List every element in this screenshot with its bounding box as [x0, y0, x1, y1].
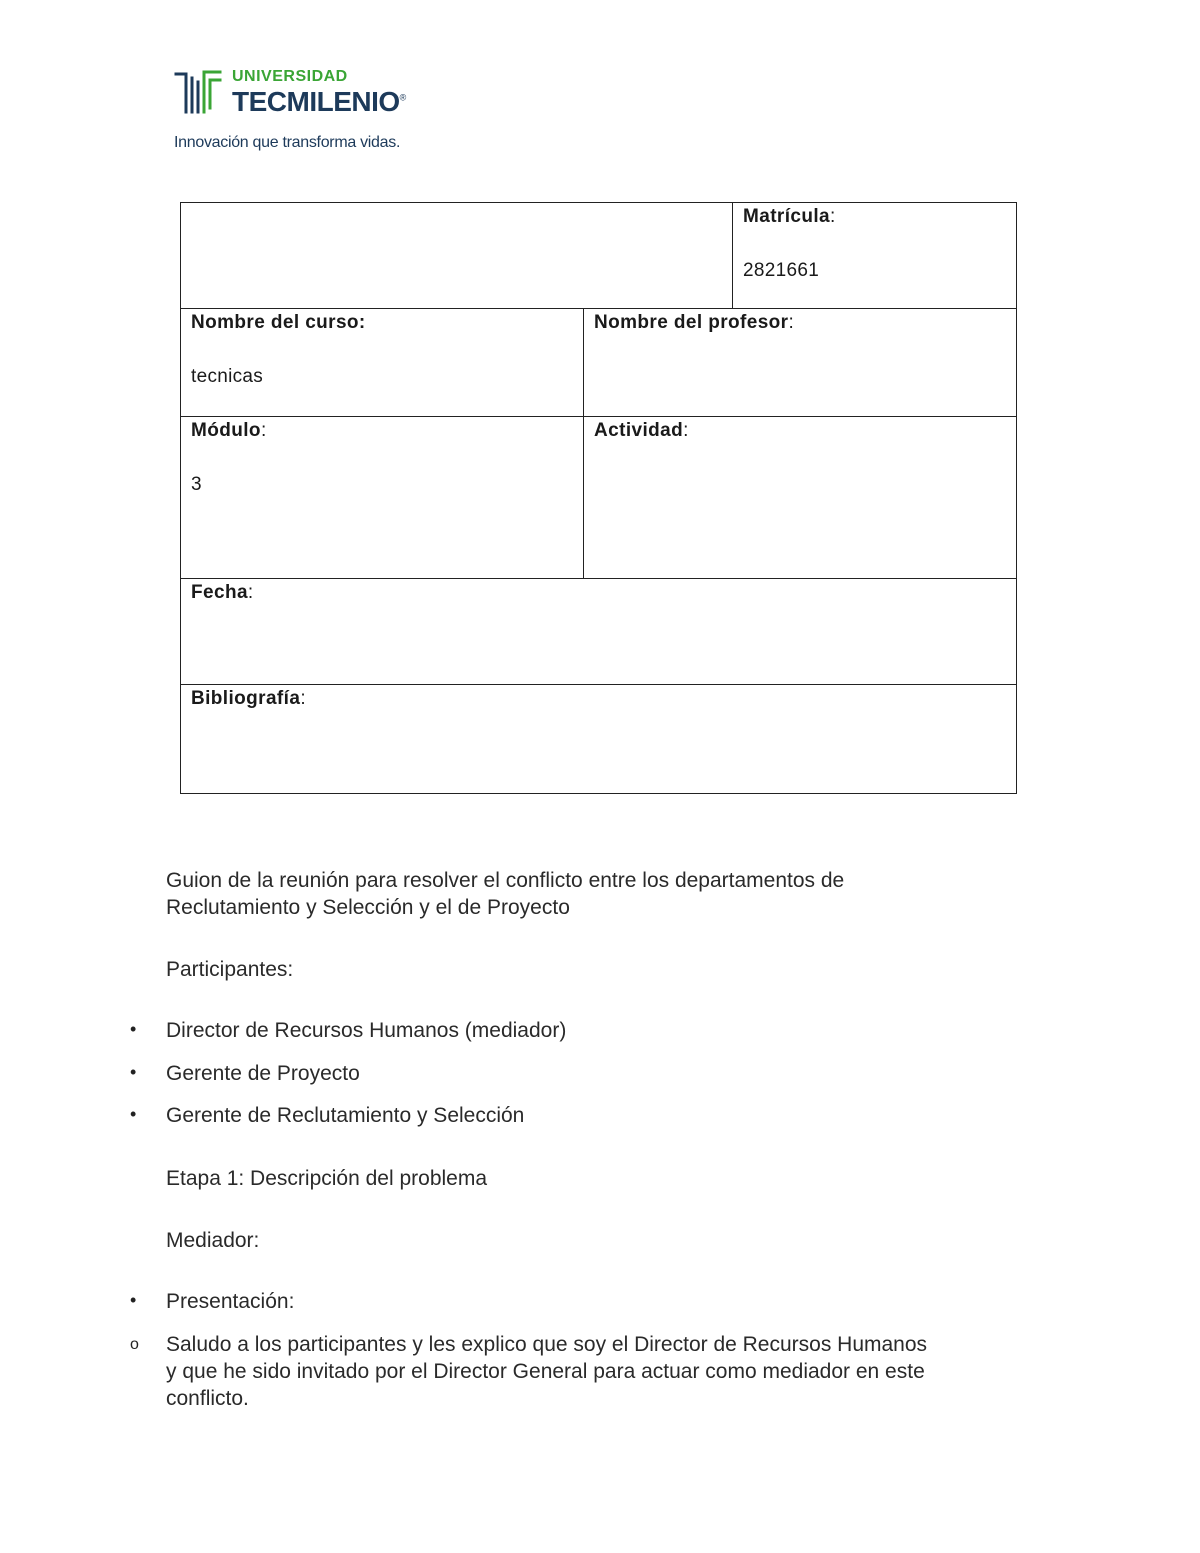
- course-value: tecnicas: [191, 366, 264, 387]
- matricula-cell: [733, 203, 1017, 309]
- tecmilenio-mark-icon: [172, 68, 228, 118]
- activity-cell: [584, 417, 1017, 579]
- document-heading: [166, 867, 1036, 921]
- colon: :: [300, 688, 306, 709]
- module-label-text: Módulo: [191, 420, 261, 441]
- course-label: [191, 310, 573, 336]
- sub-item-line: Saludo a los participantes y les explico que soy el Director de Recursos Humanos: [166, 1333, 928, 1356]
- course-cell: [181, 309, 584, 417]
- table-row: [181, 309, 1017, 417]
- matricula-value: 2821661: [743, 260, 820, 281]
- table-row: [181, 417, 1017, 579]
- heading-line: Reclutamiento y Selección y el de Proyecto: [166, 896, 570, 919]
- logo-line-tecmilenio: [232, 86, 406, 118]
- colon: :: [683, 420, 689, 441]
- list-item: Gerente de Reclutamiento y Selección: [166, 1104, 525, 1127]
- date-label-text: Fecha: [191, 582, 248, 603]
- sub-list-item: [166, 1331, 1036, 1412]
- bullet-marker: •: [130, 1104, 137, 1124]
- matricula-label: [743, 204, 1006, 230]
- table-row: [181, 579, 1017, 685]
- student-info-table: [180, 202, 1017, 794]
- colon: :: [260, 420, 267, 441]
- matricula-label-text: Matrícula: [743, 206, 831, 227]
- date-cell: [181, 579, 1017, 685]
- bibliography-label: [191, 686, 1006, 712]
- course-label-text: Nombre del curso:: [191, 312, 366, 333]
- date-label: [191, 580, 1006, 606]
- heading-line: Guion de la reunión para resolver el conflicto entre los departamentos de: [166, 869, 845, 892]
- bullet-marker: •: [130, 1290, 137, 1310]
- bibliography-label-text: Bibliografía: [191, 688, 301, 709]
- bibliography-cell: [181, 685, 1017, 794]
- table-row: [181, 685, 1017, 794]
- activity-label: [594, 418, 1006, 444]
- university-logo: [172, 66, 432, 158]
- mediator-label: Mediador:: [166, 1229, 260, 1252]
- stage-heading: Etapa 1: Descripción del problema: [166, 1167, 488, 1190]
- participants-label: Participantes:: [166, 958, 294, 981]
- sub-bullet-marker: o: [130, 1336, 139, 1353]
- logo-line-universidad: UNIVERSIDAD: [232, 68, 348, 85]
- logo-tagline: Innovación que transforma vidas.: [174, 134, 401, 151]
- logo-brand-text: TECMILENIO: [232, 86, 400, 117]
- list-item: Director de Recursos Humanos (mediador): [166, 1019, 567, 1042]
- module-label: [191, 418, 573, 444]
- colon: :: [788, 312, 794, 333]
- list-item: Gerente de Proyecto: [166, 1062, 360, 1085]
- registered-mark: ®: [399, 92, 406, 103]
- table-row: [181, 203, 1017, 309]
- professor-label: [594, 310, 1006, 336]
- sub-item-line: conflicto.: [166, 1387, 249, 1410]
- professor-cell: [584, 309, 1017, 417]
- list-item: Presentación:: [166, 1290, 295, 1313]
- sub-item-line: y que he sido invitado por el Director General para actuar como mediador en este: [166, 1360, 925, 1383]
- bullet-marker: •: [130, 1062, 137, 1082]
- activity-label-text: Actividad: [594, 420, 684, 441]
- colon: :: [830, 206, 836, 227]
- colon: :: [247, 582, 254, 603]
- blank-cell: [181, 203, 733, 309]
- module-value: 3: [191, 474, 202, 495]
- professor-label-text: Nombre del profesor: [594, 312, 789, 333]
- bullet-marker: •: [130, 1019, 137, 1039]
- module-cell: [181, 417, 584, 579]
